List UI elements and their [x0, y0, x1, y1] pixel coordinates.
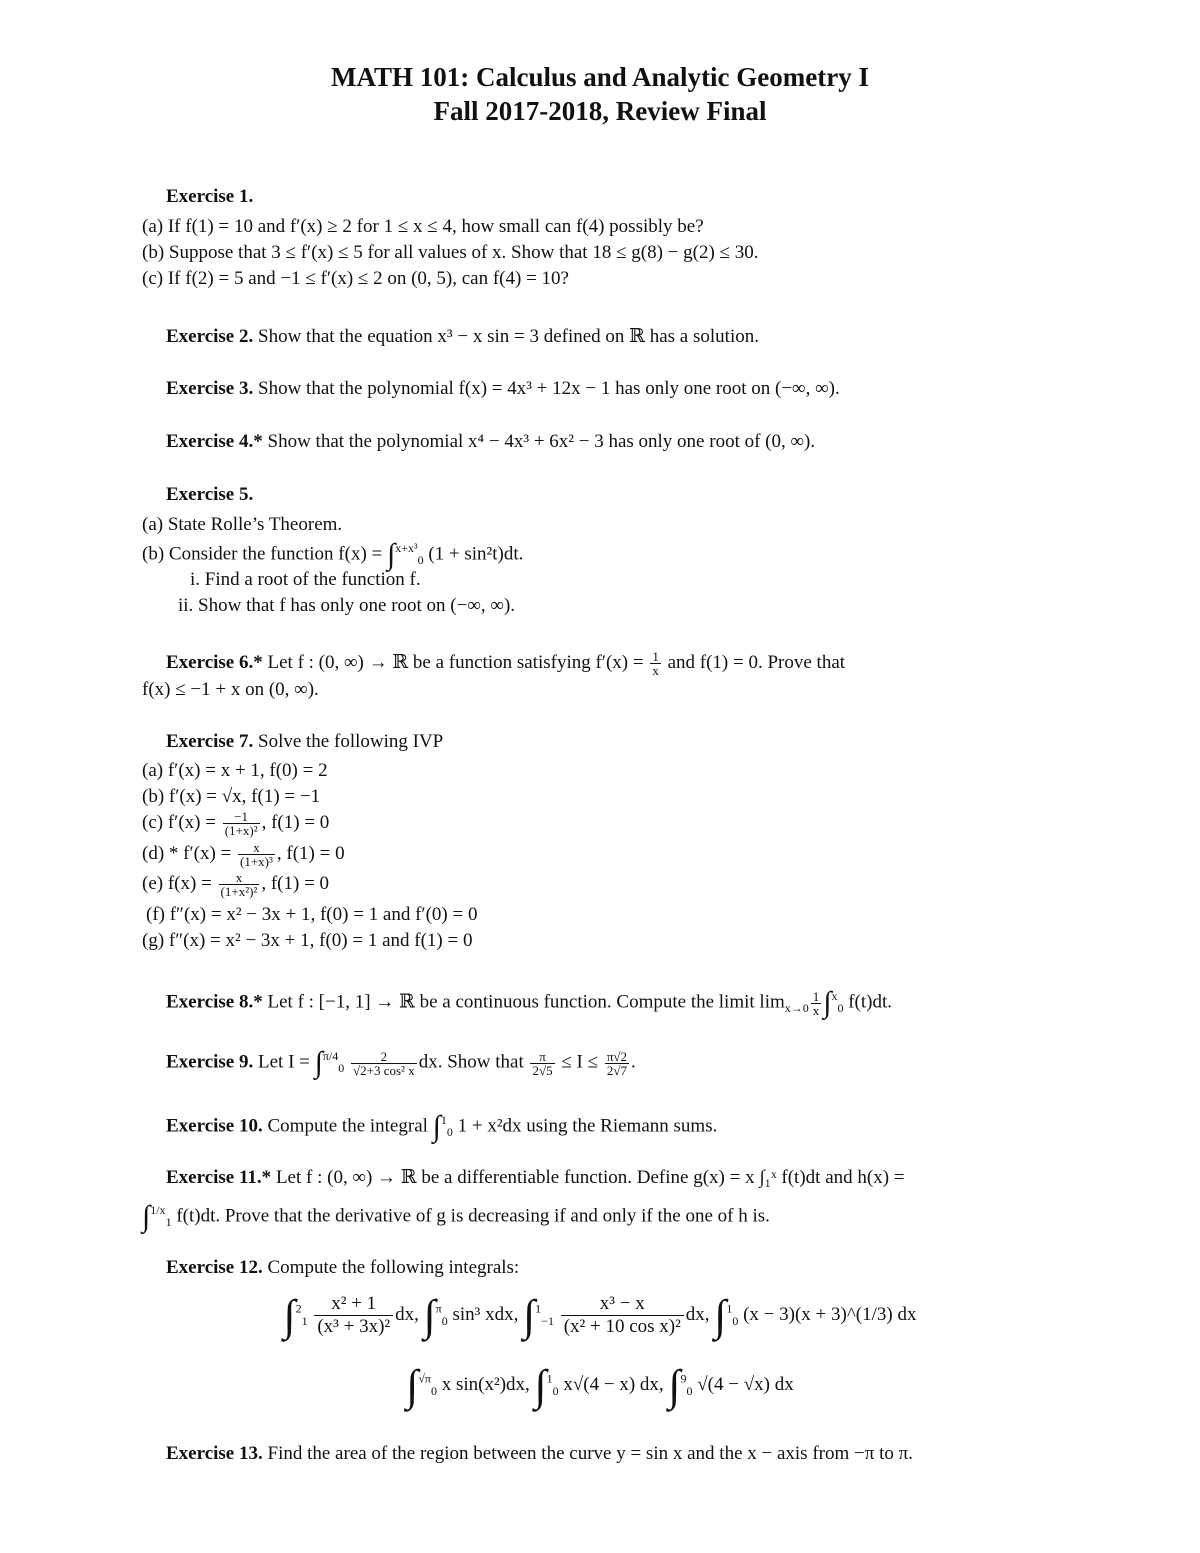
integral-6 [534, 1361, 669, 1410]
fraction-numerator: x [238, 841, 275, 855]
exercise-9-end: . [631, 1051, 636, 1073]
exercise-7d [142, 841, 345, 868]
fraction-denominator: (1+x)³ [240, 854, 273, 869]
integral-upper: x [831, 989, 838, 1004]
fraction-denominator: x [812, 1002, 820, 1018]
exercise-7c-pre: (c) f′(x) = [142, 811, 221, 833]
limit-subscript: x→0 [784, 1001, 809, 1016]
exercise-5a: (a) State Rolle’s Theorem. [142, 514, 343, 535]
integral-sign: ∫ [142, 1200, 151, 1233]
integral-upper: 9 [680, 1371, 687, 1386]
exercise-11-line1-text: Let f : (0, ∞) → ℝ be a differentiable function. Define g(x) = x ∫₁ˣ f(t)dt and h(x) = [275, 1167, 905, 1188]
exercise-2-text: Show that the equation x³ − x sin = 3 defined on ℝ has a solution. [258, 326, 759, 347]
integral-2 [423, 1291, 524, 1340]
integral-3 [523, 1291, 714, 1340]
exercise-9-heading: Exercise 9. [166, 1051, 254, 1073]
exercise-7e-pre: (e) f(x) = [142, 872, 217, 894]
exercise-9 [166, 1046, 636, 1080]
exercise-6-text1b: and f(1) = 0. Prove that [662, 651, 846, 673]
exercise-12 [166, 1257, 519, 1279]
exercise-10-post: 1 + x²dx using the Riemann sums. [457, 1115, 718, 1137]
exercise-7-text: Solve the following IVP [258, 731, 444, 752]
integral-upper: x+x³ [395, 541, 418, 556]
integral-lower: 1 [301, 1313, 308, 1328]
integral-upper: √π [418, 1371, 431, 1386]
integral-1 [283, 1291, 424, 1340]
exercise-6-heading: Exercise 6.* [166, 651, 263, 673]
integrals-row-1 [0, 1290, 1200, 1341]
fraction-denominator: (1+x)² [224, 823, 258, 838]
integral-lower: 0 [338, 1061, 345, 1076]
integral-expression: x√(4 − x) dx, [563, 1373, 664, 1395]
exercise-5-heading: Exercise 5. [166, 484, 254, 505]
integral-expression: √(4 − √x) dx [697, 1373, 794, 1395]
integral-lower: 0 [552, 1383, 559, 1398]
fraction [351, 1050, 417, 1077]
integral-lower: 1 [165, 1215, 172, 1230]
integral-upper: 1 [440, 1113, 447, 1128]
integral-expression: (x − 3)(x + 3)^(1/3) dx [743, 1303, 917, 1325]
fraction-numerator: π√2 [606, 1048, 628, 1064]
fraction [605, 1050, 629, 1077]
fraction-denominator: (x² + 10 cos x)² [563, 1316, 681, 1337]
integral-sign: ∫ [423, 1291, 436, 1340]
exercise-11-line2 [142, 1200, 770, 1234]
exercise-5b-prefix: (b) Consider the function f(x) = [142, 543, 387, 565]
page-title-line2: Fall 2017-2018, Review Final [433, 96, 767, 126]
exercise-7e-post: , f(1) = 0 [261, 872, 330, 894]
exercise-7d-pre: (d) * f′(x) = [142, 842, 237, 864]
integral-upper: 1 [726, 1301, 733, 1316]
fraction-numerator: −1 [223, 810, 260, 824]
integral-upper: 1 [546, 1371, 553, 1386]
fraction-numerator: x² + 1 [314, 1293, 393, 1316]
exercise-5b-i: i. Find a root of the function f. [190, 569, 421, 590]
exercise-7-heading: Exercise 7. [166, 731, 254, 752]
exercise-1a: (a) If f(1) = 10 and f′(x) ≥ 2 for 1 ≤ x ≤ 4, how small can f(4) possibly be? [142, 216, 704, 237]
integral-lower: 0 [431, 1383, 437, 1398]
exercise-8-text: Let f : [−1, 1] → ℝ be a continuous function. Compute the limit lim [267, 991, 785, 1013]
integral-lower: 0 [732, 1313, 739, 1328]
integral-sign: ∫ [387, 538, 396, 571]
integral-sign: ∫ [823, 986, 832, 1019]
fraction-denominator: (1+x²)² [220, 884, 258, 899]
exercise-13-heading: Exercise 13. [166, 1443, 263, 1464]
integral-sign: ∫ [668, 1361, 681, 1410]
fraction-numerator: x³ − x [561, 1293, 684, 1316]
exercise-5b-suffix: (1 + sin²t)dt. [428, 543, 524, 565]
exercise-6-text1: Let f : (0, ∞) → ℝ be a function satisfying f′(x) = [267, 651, 649, 673]
exercise-5b-ii: ii. Show that f has only one root on (−∞, ∞). [178, 595, 516, 616]
exercise-10 [166, 1110, 717, 1144]
exercise-10-pre: Compute the integral [267, 1115, 433, 1137]
exercise-3-heading: Exercise 3. [166, 378, 254, 399]
integral-expression: sin³ xdx, [452, 1303, 519, 1325]
exercise-7g: (g) f″(x) = x² − 3x + 1, f(0) = 1 and f(1) = 0 [142, 930, 473, 951]
integral-sign: ∫ [534, 1361, 547, 1410]
integral-sign: ∫ [714, 1291, 727, 1340]
exercise-7f: (f) f″(x) = x² − 3x + 1, f(0) = 1 and f′(0) = 0 [146, 904, 478, 925]
integral-tail: dx, [395, 1303, 419, 1325]
integral-lower: −1 [541, 1313, 554, 1328]
exercise-8-heading: Exercise 8.* [166, 991, 263, 1013]
exercise-9-pre: Let I = [258, 1051, 315, 1073]
integral-expression: x sin(x²)dx, [441, 1373, 530, 1395]
page-title-line1: MATH 101: Calculus and Analytic Geometry I [331, 62, 869, 92]
fraction-numerator: x [219, 871, 260, 885]
exercise-9-rel: ≤ I ≤ [556, 1051, 603, 1073]
exercise-13-text: Find the area of the region between the curve y = sin x and the x − axis from −π to π. [267, 1443, 913, 1464]
fraction [561, 1293, 684, 1338]
integral-7 [668, 1361, 794, 1410]
integral-upper: 1/x [150, 1203, 166, 1218]
exercise-4 [166, 431, 815, 453]
exercise-4-heading: Exercise 4.* [166, 431, 263, 452]
fraction [238, 841, 275, 868]
exercise-7b: (b) f′(x) = √x, f(1) = −1 [142, 786, 321, 807]
exercise-8 [166, 986, 892, 1020]
integral-upper: 2 [295, 1301, 302, 1316]
integral-sign: ∫ [283, 1291, 296, 1340]
exercise-3-text: Show that the polynomial f(x) = 4x³ + 12x − 1 has only one root on (−∞, ∞). [258, 378, 840, 399]
integral-sign: ∫ [523, 1291, 536, 1340]
exercise-7a: (a) f′(x) = x + 1, f(0) = 2 [142, 760, 328, 781]
fraction [530, 1050, 554, 1077]
exercise-5b [142, 538, 523, 572]
fraction-denominator: √2+3 cos² x [353, 1062, 415, 1078]
exercise-2-heading: Exercise 2. [166, 326, 254, 347]
integral-sign: ∫ [314, 1046, 323, 1079]
fraction [314, 1293, 393, 1338]
integral-lower: 0 [441, 1313, 448, 1328]
integral-upper: π [435, 1301, 442, 1316]
exercise-13 [166, 1443, 913, 1465]
integral-4 [714, 1291, 917, 1340]
fraction-numerator: 2 [351, 1050, 417, 1064]
fraction-denominator: x [652, 663, 659, 678]
integral-lower: 0 [417, 553, 424, 568]
exercise-11-line2-text: f(t)dt. Prove that the derivative of g is decreasing if and only if the one of h is. [176, 1205, 770, 1227]
exercise-2 [166, 325, 759, 348]
integral-5 [406, 1361, 534, 1410]
exercise-12-text: Compute the following integrals: [267, 1257, 520, 1278]
exercise-12-heading: Exercise 12. [166, 1257, 263, 1278]
integral-lower: 0 [837, 1001, 844, 1016]
fraction [811, 990, 822, 1017]
integral-upper: π/4 [322, 1049, 339, 1064]
integral-lower: 0 [446, 1125, 453, 1140]
integral-lower: 0 [686, 1383, 693, 1398]
exercise-7e [142, 871, 329, 898]
exercise-6-line2: f(x) ≤ −1 + x on (0, ∞). [142, 679, 319, 700]
integrals-row-2 [0, 1360, 1200, 1411]
integral-sign: ∫ [432, 1110, 441, 1143]
fraction [223, 810, 260, 837]
exercise-8-tail: f(t)dt. [848, 991, 893, 1013]
exercise-1-heading: Exercise 1. [166, 186, 254, 207]
exercise-7d-post: , f(1) = 0 [276, 842, 345, 864]
fraction-numerator: 1 [652, 649, 659, 664]
fraction-numerator: π [530, 1050, 554, 1064]
exercise-9-mid: dx. Show that [418, 1051, 529, 1073]
exercise-11-heading: Exercise 11.* [166, 1167, 272, 1188]
fraction-denominator: 2√7 [606, 1062, 627, 1078]
exercise-3 [166, 378, 840, 400]
integral-tail: dx, [685, 1303, 710, 1325]
exercise-1b: (b) Suppose that 3 ≤ f′(x) ≤ 5 for all values of x. Show that 18 ≤ g(8) − g(2) ≤ 30. [142, 242, 759, 263]
integral-sign: ∫ [406, 1361, 419, 1410]
fraction-denominator: 2√5 [532, 1062, 553, 1078]
exercise-4-text: Show that the polynomial x⁴ − 4x³ + 6x² − 3 has only one root of (0, ∞). [267, 431, 816, 452]
exercise-7c-post: , f(1) = 0 [261, 811, 330, 833]
exercise-7c [142, 810, 329, 837]
exercise-1c: (c) If f(2) = 5 and −1 ≤ f′(x) ≤ 2 on (0, 5), can f(4) = 10? [142, 268, 569, 289]
fraction-denominator: (x³ + 3x)² [317, 1316, 391, 1337]
fraction [650, 650, 661, 677]
fraction [219, 871, 260, 898]
exercise-10-heading: Exercise 10. [166, 1115, 263, 1137]
exercise-11-line1 [166, 1166, 905, 1189]
exercise-7 [166, 731, 443, 753]
exercise-6-line1 [166, 650, 845, 677]
integral-upper: 1 [535, 1301, 542, 1316]
fraction-numerator: 1 [812, 988, 820, 1004]
